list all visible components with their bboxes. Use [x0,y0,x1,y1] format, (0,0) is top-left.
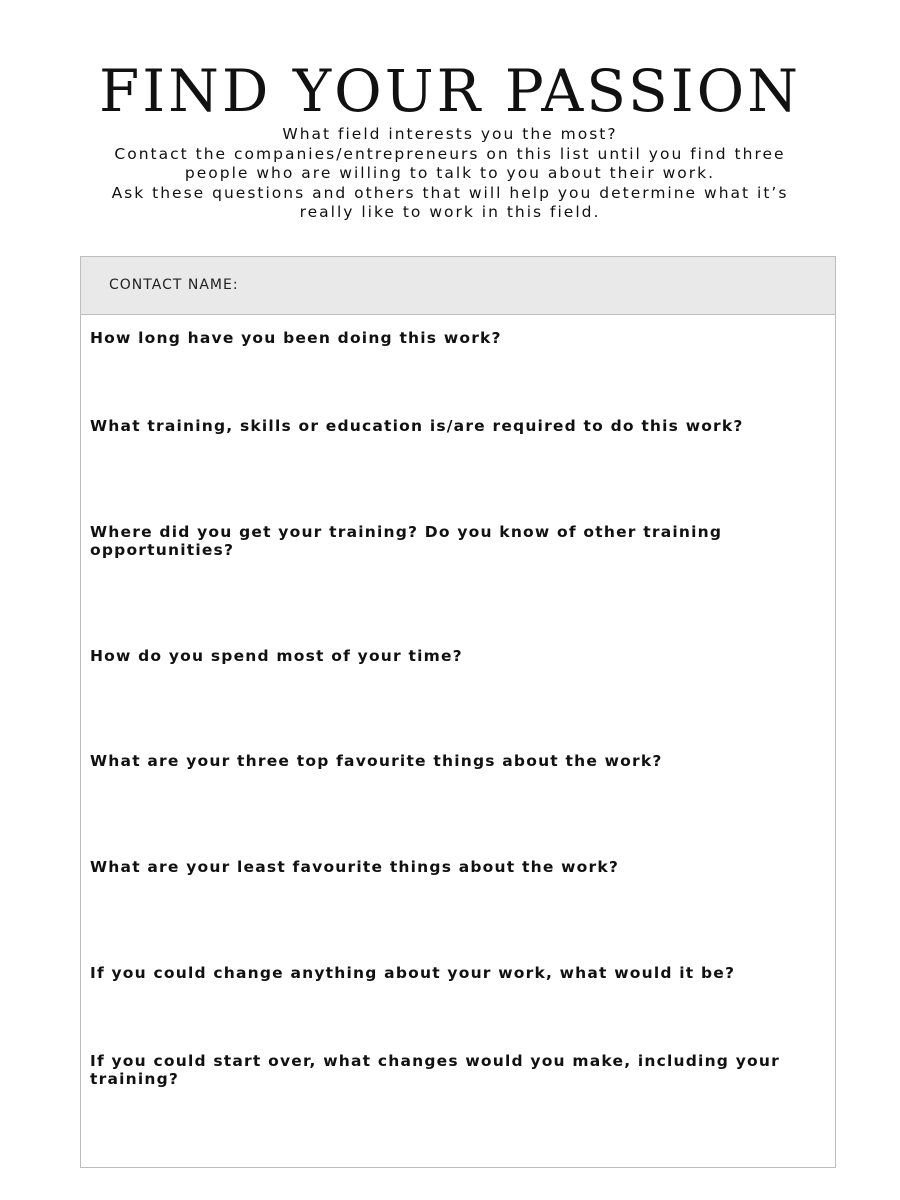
interview-form [80,256,836,1168]
intro-line: Contact the companies/entrepreneurs on this list until you find three [114,144,786,163]
intro-line: Ask these questions and others that will help you determine what it’s [111,183,789,202]
question-8: If you could start over, what changes would you make, including your training? [90,1052,780,1088]
intro-line: What field interests you the most? [282,125,618,143]
intro-line: people who are willing to talk to you about their work. [184,164,716,182]
question-6: What are your least favourite things about the work? [90,858,620,876]
question-3: Where did you get your training? Do you know of other training opportunities? [90,523,723,559]
contact-name-field[interactable] [81,257,835,315]
page-title: FIND YOUR PASSION [99,57,801,125]
contact-name-label: CONTACT NAME: [109,277,239,293]
intro-line: really like to work in this field. [299,203,601,221]
question-1: How long have you been doing this work? [90,329,502,347]
question-4: How do you spend most of your time? [90,647,463,665]
question-5: What are your three top favourite things about the work? [90,752,663,770]
intro-text [60,125,840,223]
question-2: What training, skills or education is/are required to do this work? [90,417,744,435]
question-7: If you could change anything about your work, what would it be? [90,964,736,982]
